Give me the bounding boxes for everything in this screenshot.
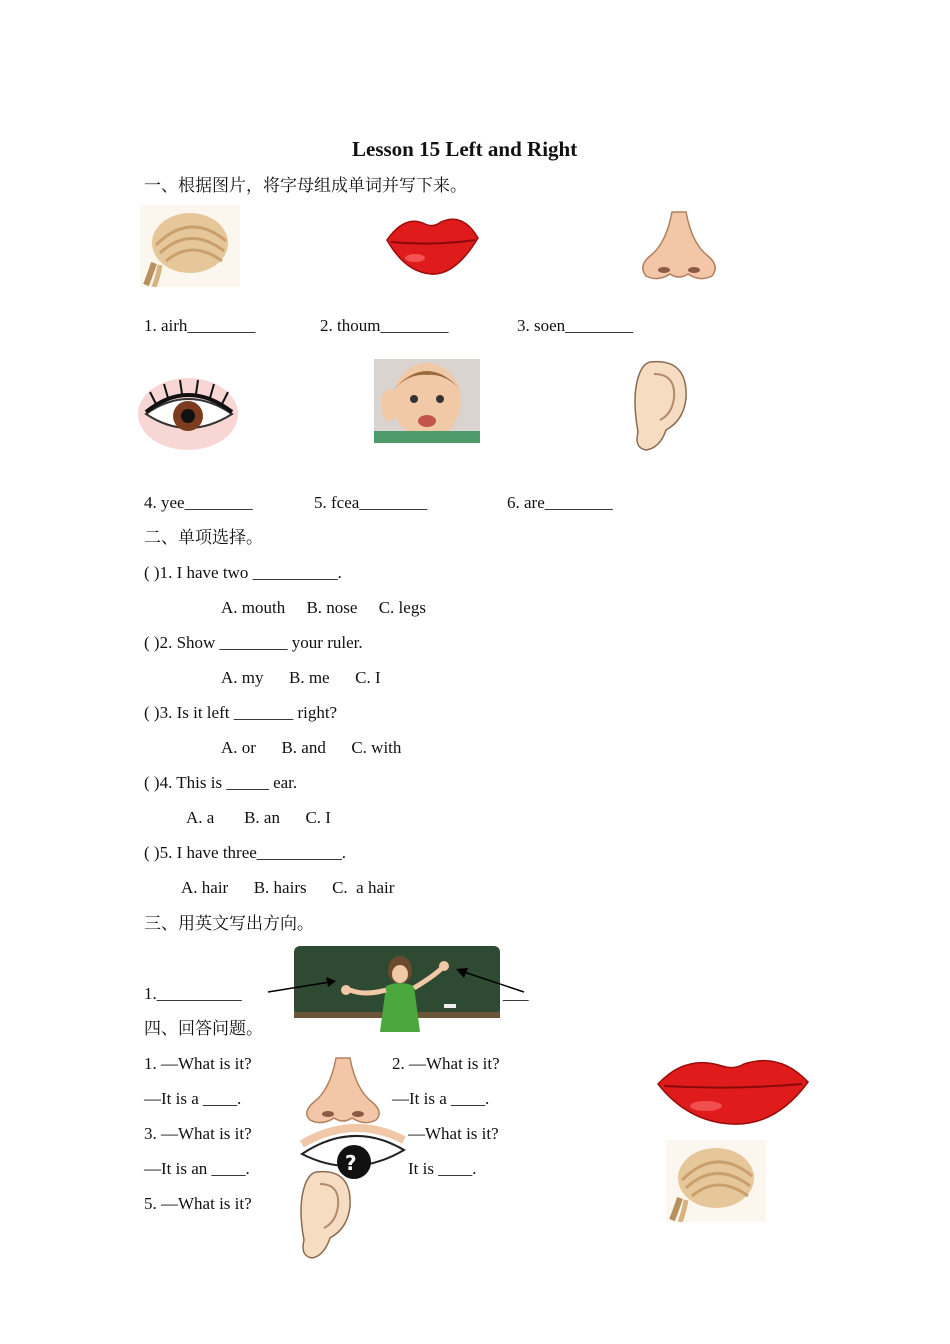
q4-question-5: 5. —What is it? — [144, 1194, 252, 1213]
q4-question-2: 2. —What is it? — [392, 1054, 500, 1073]
q4-answer-2: —It is a ____. — [392, 1089, 490, 1108]
question-2-stem: ( )2. Show ________ your ruler. — [144, 633, 363, 652]
question-3-stem: ( )3. Is it left _______ right? — [144, 703, 338, 722]
q4-answer-4: It is ____. — [408, 1159, 477, 1178]
nose-picture — [636, 210, 722, 282]
direction-blank-left: 1.__________ — [144, 984, 242, 1003]
eye-picture — [136, 376, 240, 454]
section1-heading: 一、根据图片，将字母组成单词并写下来。 — [144, 176, 467, 195]
face-picture — [374, 359, 480, 443]
page-title: Lesson 15 Left and Right — [352, 137, 578, 161]
q4-question-4: —What is it? — [408, 1124, 499, 1143]
section2-heading: 二、单项选择。 — [144, 528, 263, 547]
word-item-1: 1. airh________ — [144, 316, 256, 335]
question-2-options: A. my B. me C. I — [221, 668, 381, 687]
left-arrow-icon — [266, 960, 340, 996]
lips-picture-2 — [656, 1050, 810, 1128]
section4-heading: 四、回答问题。 — [144, 1019, 263, 1038]
hair-picture — [140, 205, 240, 287]
ear-picture-2 — [296, 1168, 354, 1262]
question-3-options: A. or B. and C. with — [221, 738, 402, 757]
word-item-5: 5. fcea________ — [314, 493, 428, 512]
question-1-stem: ( )1. I have two __________. — [144, 563, 342, 582]
q4-answer-1: —It is a ____. — [144, 1089, 242, 1108]
q4-answer-3: —It is an ____. — [144, 1159, 250, 1178]
word-item-2: 2. thoum________ — [320, 316, 449, 335]
lips-picture — [385, 210, 480, 278]
question-1-options: A. mouth B. nose C. legs — [221, 598, 426, 617]
word-item-6: 6. are________ — [507, 493, 613, 512]
question-4-stem: ( )4. This is _____ ear. — [144, 773, 298, 792]
svg-text:?: ? — [345, 1151, 357, 1175]
section3-heading: 三、用英文写出方向。 — [144, 914, 314, 933]
question-5-options: A. hair B. hairs C. a hair — [181, 878, 395, 897]
word-item-4: 4. yee________ — [144, 493, 253, 512]
direction-blank-right: ___ — [503, 984, 529, 1003]
hair-picture-2 — [666, 1140, 766, 1222]
question-4-options: A. a B. an C. I — [186, 808, 331, 827]
question-5-stem: ( )5. I have three__________. — [144, 843, 347, 862]
ear-picture — [630, 358, 692, 454]
nose-picture-2 — [300, 1056, 386, 1126]
q4-question-1: 1. —What is it? — [144, 1054, 252, 1073]
word-item-3: 3. soen________ — [517, 316, 634, 335]
q4-question-3: 3. —What is it? — [144, 1124, 252, 1143]
